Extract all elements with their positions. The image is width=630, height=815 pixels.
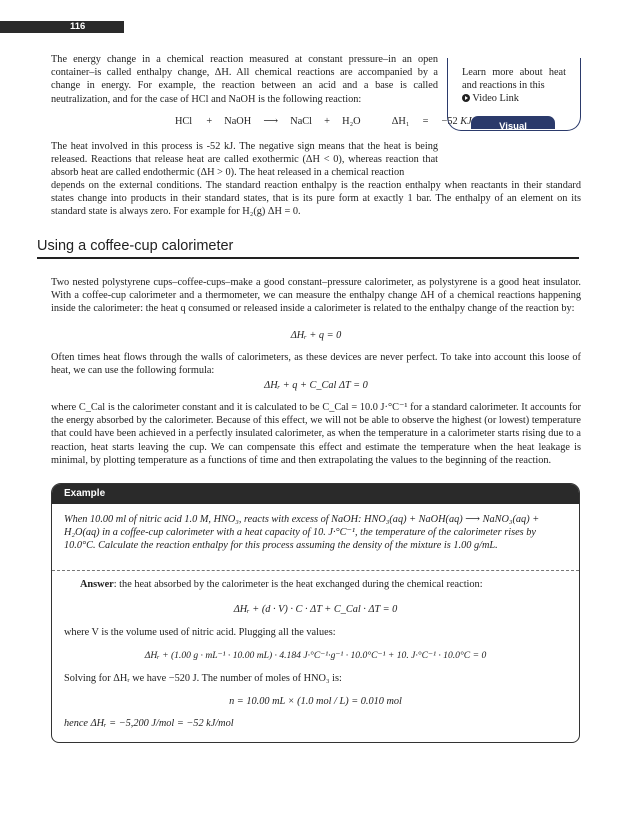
answer-line — [80, 578, 567, 591]
answer-equation-3: n = 10.00 mL × (1.0 mol / L) = 0.010 mol — [229, 696, 402, 707]
video-link[interactable] — [462, 93, 519, 104]
answer-line-2: where V is the volume used of nitric acid. Plugging all the values: — [64, 627, 336, 638]
reactant-1: HCl — [175, 116, 193, 127]
equals-sign: = — [422, 116, 429, 127]
example-header-label: Example — [64, 488, 106, 499]
reaction-arrow: ⟶ — [263, 116, 279, 127]
delta-h-value: −52 — [441, 116, 458, 127]
delta-h-label: ΔH₁ — [391, 116, 410, 127]
section-paragraph-3: where C_Cal is the calorimeter constant and it is calculated to be C_Cal = 10.0 J·°C⁻¹ for a standard calorimeter. It accounts for the energy absorbed by the calorimeter. Because of this effect, we will not be able to observe the highest (or lowest) temperature that could have been achieved in a perfectly insulated calorimeter, as when the temperature in a calorimeter starts rising due to a reaction, heat starts leaving the cup. We can compensate this effect and estimate the temperature when the heat leakage is minimal, by plotting temperature as a functions of time and then extrapolating the values to the beginning of the reaction. — [51, 402, 581, 466]
example-header — [52, 484, 579, 504]
plus-2: + — [324, 116, 330, 127]
intro-paragraph-1: The energy change in a chemical reaction measured at constant pressure–in an open container–is called enthalpy change, ΔH. All chemical reactions are accompanied by a change in energy. For example, the reaction between an acid and a base is called neutralization, and for the case of HCl and NaOH is the following reaction: — [51, 54, 438, 105]
answer-equation-2: ΔHᵣ + (1.00 g · mL⁻¹ · 10.00 mL) · 4.184 J·°C⁻¹·g⁻¹ · 10.0°C⁻¹ + 10. J·°C⁻¹ · 10.0°C = 0 — [144, 650, 487, 661]
reaction-equation — [175, 115, 472, 127]
reactant-2: NaOH — [224, 116, 252, 127]
answer-text: : the heat absorbed by the calorimeter is the heat exchanged during the chemical reaction: — [113, 579, 483, 590]
product-2: H₂O — [342, 116, 361, 127]
section-paragraph-1: Two nested polystyrene cups–coffee-cups–make a good constant–pressure calorimeter, as polystyrene is a good heat insulator. With a coffee-cup calorimeter and a thermometer, we can measure the enthalpy change ΔH of a chemical reactions happening inside the calorimeter: the heat q consumed or released inside a calorimeter is related to the enthalpy change of the reaction by: — [51, 277, 581, 315]
page-number-bar — [0, 21, 124, 33]
sidebar-text-body: Learn more about heat and reactions in this — [462, 67, 566, 91]
plus-1: + — [206, 116, 213, 127]
video-link-label: Video Link — [472, 93, 519, 104]
play-icon — [462, 94, 470, 102]
section-paragraph-2: Often times heat flows through the walls of calorimeters, as these devices are never perfect. To take into account this loose of heat, we can use the following formula: — [51, 352, 581, 377]
answer-line-4: hence ΔHᵣ = −5,200 J/mol = −52 kJ/mol — [64, 718, 234, 729]
sidebar-text — [462, 66, 566, 105]
section-title: Using a coffee-cup calorimeter — [37, 238, 234, 254]
intro-paragraph-2a: The heat involved in this process is -52 kJ. The negative sign means that the heat is being released. Reactions that release heat are called exothermic (ΔH < 0), whereas reaction that absorb heat are called endothermic (ΔH > 0). The heat released in a chemical reaction — [51, 141, 438, 179]
answer-line-3: Solving for ΔHᵣ we have −520 J. The number of moles of HNO₃ is: — [64, 673, 342, 684]
product-1: NaCl — [290, 116, 313, 127]
page-number: 116 — [70, 21, 86, 32]
answer-label: Answer — [80, 579, 114, 590]
sidebar-tab[interactable] — [471, 116, 555, 132]
section-rule — [37, 257, 579, 259]
example-divider — [52, 570, 579, 571]
section-equation-2: ΔHᵣ + q + C_Cal ΔT = 0 — [264, 380, 368, 391]
answer-equation-1: ΔHᵣ + (d · V) · C · ΔT + C_Cal · ΔT = 0 — [233, 604, 398, 615]
intro-paragraph-2b: depends on the external conditions. The standard reaction enthalpy is the reaction enthalpy when reactants in their standard states change into products in their standard states, that is its pure form at exactly 1 bar. The enthalpy of an element on its standard state is always zero. For example for H₂(g) ΔH = 0. — [51, 180, 581, 218]
example-problem: When 10.00 ml of nitric acid 1.0 M, HNO₃, reacts with excess of NaOH: HNO₃(aq) + NaOH(aq) ⟶ NaNO₃(aq) + H₂O(aq) in a coffee-cup calorimeter with a heat capacity of 10. J·°C⁻¹, the temperature of the calorimeter rises by 10.0°C. Calculate the reaction enthalpy for this process assuming the density of the mixture is 1.00 g/mL. — [64, 514, 540, 551]
section-equation-1: ΔHᵣ + q = 0 — [290, 330, 342, 341]
sidebar-tab-label: Visual — [499, 121, 527, 132]
delta-h-unit: KJ — [460, 116, 472, 127]
example-box — [51, 483, 580, 743]
